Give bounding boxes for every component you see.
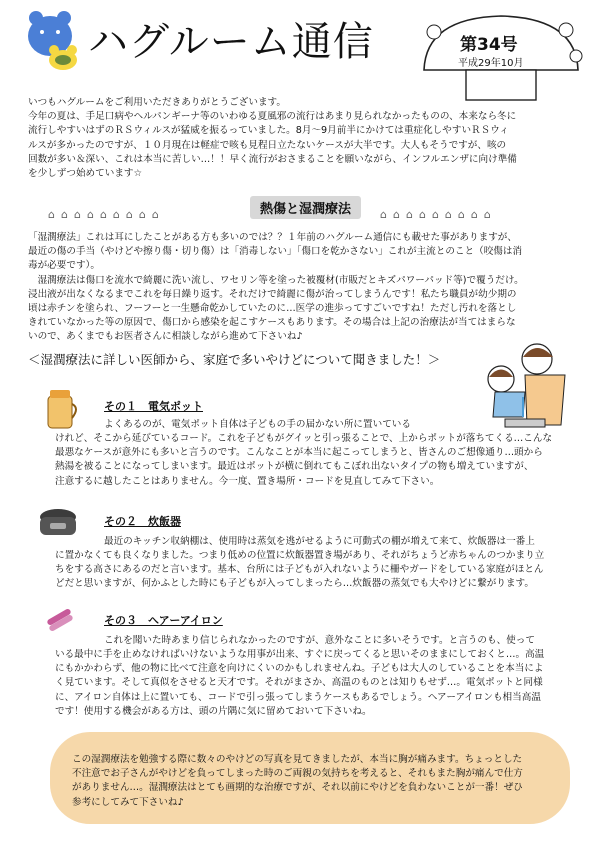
case-line: です！使用する機会がある方は、頭の片隅に気に留めておいて下さいね。 [55, 705, 372, 717]
body-line: 最近の傷の手当（やけどや擦り傷・切り傷）は「消毒しない」「傷口を乾かさない」これが主流とのこと（咬傷は消 [28, 246, 523, 258]
intro-line: 流行しやすいはずのＲＳウィルスが猛威を振るっていました。8月～9月前半にかけては重症化しやすいＲＳウィ [28, 125, 509, 137]
mushroom-icon: ⌂ [86, 208, 94, 221]
mushroom-icon: ⌂ [125, 208, 133, 221]
case-line: く見ています。そして真似をさせると天才です。それがまさか、高温のものとは知りもせず…。電気ポットと同様 [55, 677, 543, 689]
mushroom-icon: ⌂ [431, 208, 439, 221]
section-title: 熱傷と湿潤療法 [250, 196, 361, 219]
closing-line: 不注意でお子さんがやけどを負ってしまった時のご両親の気持ちを考えると、それもまた胸が痛んで仕方 [72, 768, 523, 780]
intro-text [28, 96, 517, 181]
case-line: 注意するに越したことはありません。今一度、置き場所・コードを見直してみて下さい。 [55, 475, 440, 487]
subheading: ＜湿潤療法に詳しい医師から、家庭で多いやけどについて聞きました！＞ [28, 352, 441, 367]
intro-line: 今年の夏は、手足口病やヘルパンギーナ等のいわゆる夏風邪の流行はあまり見られなかったものの、本来なら冬に [28, 111, 517, 123]
case-2-text [55, 549, 544, 592]
mushroom-icon: ⌂ [418, 208, 426, 221]
mushroom-icon: ⌂ [405, 208, 413, 221]
mushroom-icon: ⌂ [380, 208, 387, 221]
body-line: 湿潤療法は傷口を流水で綺麗に洗い流し、ワセリン等を塗った被覆材(市販だとキズパワーパッド等)で覆うだけ。 [28, 274, 524, 286]
mushroom-icon: ⌂ [138, 208, 146, 221]
issue-number: 第34号 [460, 35, 518, 55]
case-line: どだと思いますが、何かふとした時にも子どもが入ってしまったら…炊飯器の蒸気でも大やけどに繋がります。 [55, 578, 534, 590]
mushroom-icon: ⌂ [470, 208, 478, 221]
case-3-label: その３ ヘアーアイロン [104, 614, 223, 627]
mushroom-icon: ⌂ [151, 208, 159, 221]
body-text [28, 231, 524, 345]
body-line: きれていなかった等の原因で、傷口から感染を起こすケースもあります。その場合は上記の治療法が当てはまらな [28, 317, 516, 329]
closing-line: この湿潤療法を勉強する際に数々のやけどの写真を見てきましたが、本当に胸が痛みます。ちょっとした [72, 754, 523, 765]
case-line: に置かなくても良くなりました。つまり低めの位置に炊飯器置き場があり、それがちょうど赤ちゃんのつかまり立 [55, 550, 545, 561]
mushroom-icon: ⌂ [99, 208, 107, 221]
body-line: 毒が必要です）。 [28, 260, 100, 272]
case-3-first-line: これを聞いた時あまり信じられなかったのですが、意外なことに多いそうです。と言うのも、使って [104, 635, 535, 646]
intro-line: を少しずつ始めています☆ [28, 168, 143, 180]
body-line: 「湿潤療法」これは耳にしたことがある方も多いのでは？？１年前のハグルーム通信にも載せた事がありますが、 [28, 232, 517, 243]
case-3-text [55, 648, 544, 719]
case-line: 最悪なケースが意外にも多いと言うのです。こんなことが本当に起こってしまうと、皆さんのご想像通り…頭から [55, 447, 543, 459]
case-line: ちをする高さにあるのだと言います。基本、台所には子どもが入れないように柵やガードをしている家庭がほとん [55, 564, 544, 576]
case-1-first-line: よくあるのが、電気ポット自体は子どもの手の届かない所に置いている [104, 419, 411, 430]
mushroom-icon: ⌂ [457, 208, 465, 221]
case-2-first-line: 最近のキッチン収納棚は、使用時は蒸気を逃がせるように可動式の棚が増えて来て、炊飯器は一番上 [104, 536, 535, 547]
mushroom-divider-right [380, 203, 497, 222]
mushroom-icon: ⌂ [48, 208, 55, 221]
body-line: いので、あくまでもお医者さんに相談しながら進めて下さいね♪ [28, 331, 303, 343]
case-line: にもかかわらず、他の物に比べて注意を向けにくいのかもしれませんね。子どもは大人のしていることを本当によ [55, 663, 544, 675]
electric-kettle-icon [42, 388, 82, 432]
body-line: 浸出液が出なくなるまでこれを毎日繰り返す。それだけで綺麗に傷が治ってしまうんです！私たち職員が幼少期の [28, 288, 517, 300]
mushroom-icon: ⌂ [112, 208, 120, 221]
rice-cooker-icon [38, 505, 78, 539]
hair-iron-icon [40, 600, 80, 640]
body-line: 頃は赤チンを塗られ、フーフーと一生懸命乾かしていたのに…医学の進歩ってすごいですね！ただし汚れを落とし [28, 303, 517, 315]
case-line: いる最中に手を止めなければいけないような用事が出来、すぐに戻ってくると思いそのままにしておくと…。高温 [55, 649, 545, 660]
case-1-label: その１ 電気ポット [104, 400, 203, 413]
case-line: に、アイロン自体は上に置いても、コードで引っ張ってしまうケースもあるでしょう。ヘアーアイロンも相当高温 [55, 691, 541, 703]
parent-child-water-illustration [465, 337, 575, 437]
mushroom-icon: ⌂ [483, 208, 491, 221]
closing-line: がありません…。湿潤療法はとても画期的な治療ですが、それ以前にやけどを負わないことが一番！ぜひ [72, 782, 523, 794]
intro-line: 回数が多い＆深い、これは本当に苦しい…！！早く流行がおさまることを願いながら、インフルエンザに向け準備 [28, 153, 517, 165]
intro-line: いつもハグルームをご利用いただきありがとうございます。 [28, 97, 286, 108]
issue-date: 平成29年10月 [458, 58, 524, 69]
intro-line: ルスが多かったのですが、１０月現在は軽症で咳も見程日立たないケースが大半です。大人もそうですが、咳の [28, 139, 507, 151]
bear-logo [22, 8, 84, 70]
mushroom-icon: ⌂ [444, 208, 452, 221]
mushroom-icon: ⌂ [392, 208, 400, 221]
case-1-text [55, 432, 552, 489]
mushroom-icon: ⌂ [60, 208, 68, 221]
closing-line: 参考にしてみて下さいね♪ [72, 796, 184, 808]
closing-text [72, 753, 523, 810]
case-line: けれど、そこから延びているコード。これを子どもがグイッと引っ張ることで、上からポットが落ちてくる…こんな [55, 433, 553, 444]
case-line: 熱湯を被ることになってしまいます。最近はポットが横に倒れてもこぼれ出ないタイプの物も増えていますが、 [55, 461, 534, 473]
case-2-label: その２ 炊飯器 [104, 515, 181, 528]
mushroom-divider-left [48, 203, 165, 222]
mushroom-icon: ⌂ [73, 208, 81, 221]
page-title: ハグルーム通信 [88, 19, 374, 65]
